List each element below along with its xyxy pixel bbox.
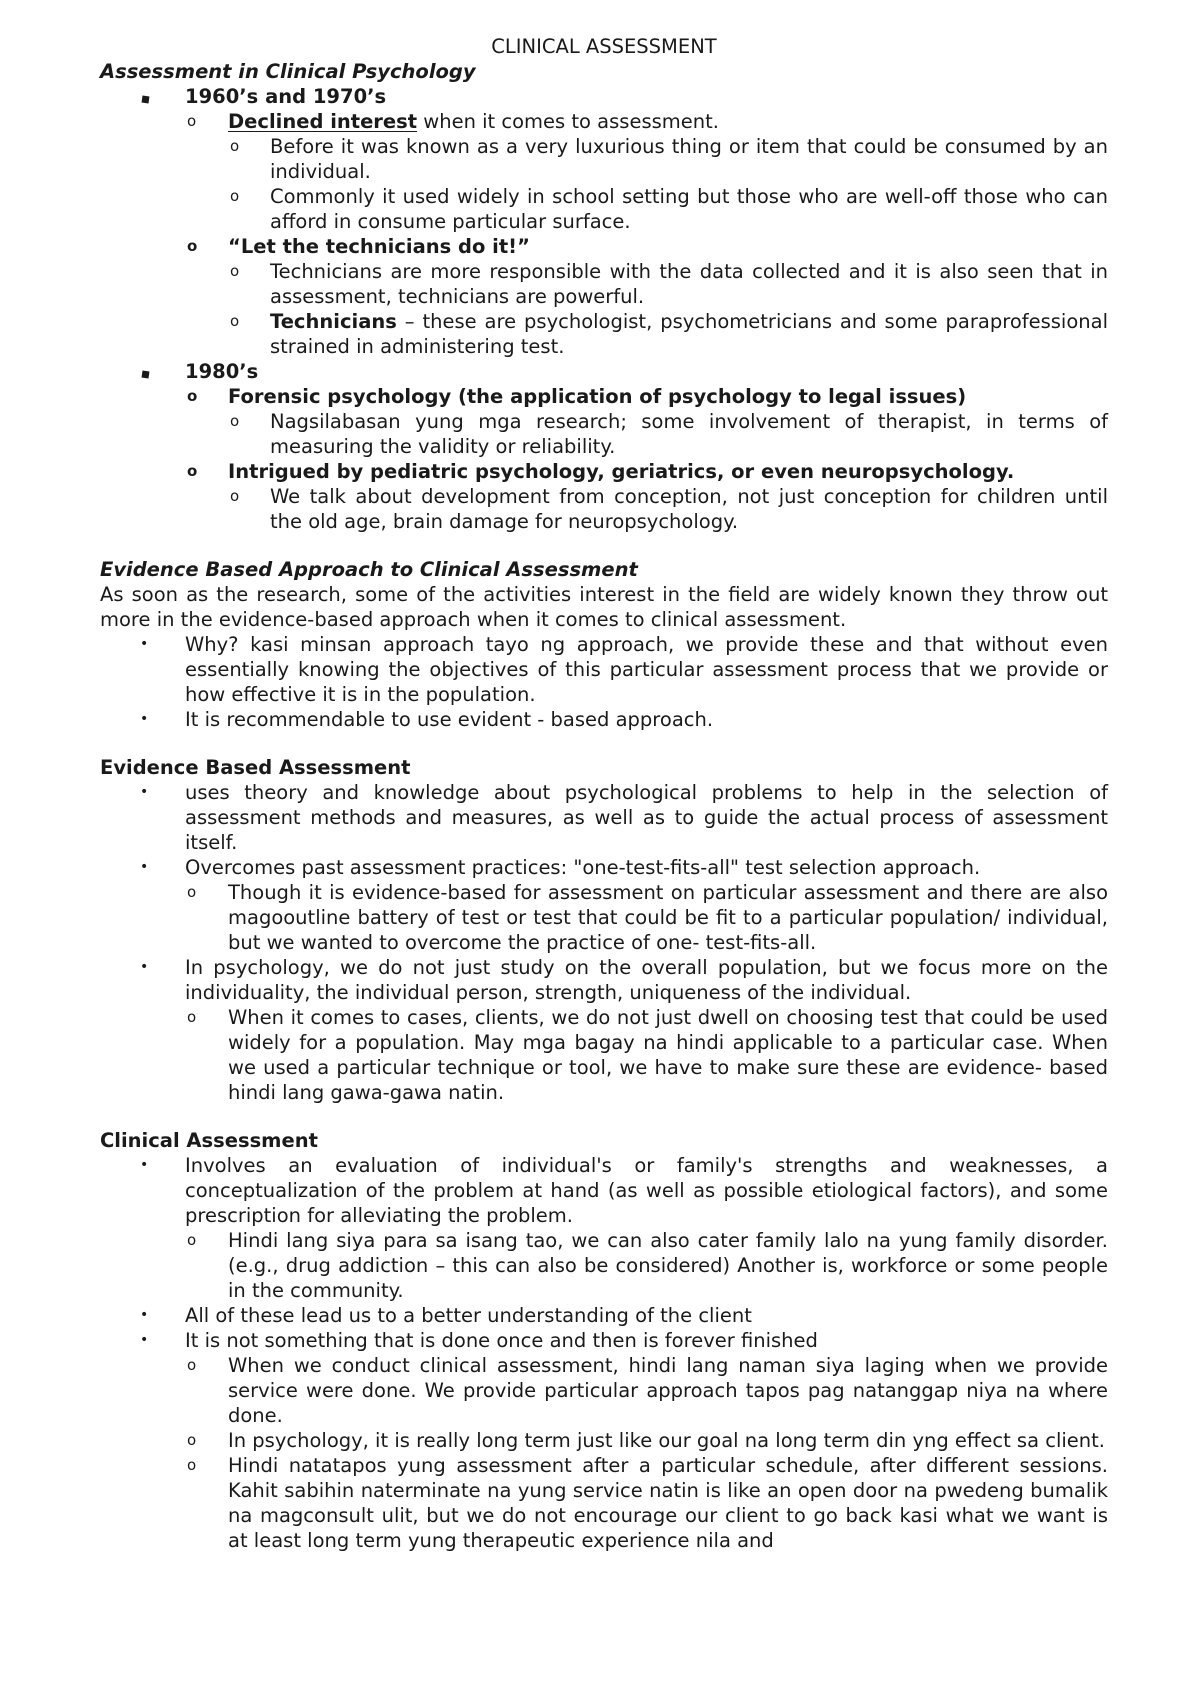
- list-item: [187, 1453, 1108, 1553]
- section-heading-evidence-based-assessment: Evidence Based Assessment: [100, 756, 411, 779]
- list-item: [140, 1153, 1108, 1303]
- list-item-text: It is recommendable to use evident - based approach.: [185, 708, 714, 731]
- list-item-1980s: [185, 359, 1108, 534]
- section-heading-clinical-assessment: Clinical Assessment: [100, 1129, 318, 1152]
- list-item: [140, 1328, 1108, 1553]
- list-item: [140, 955, 1108, 1105]
- list-item: [230, 134, 1108, 184]
- list-item-let-technicians: [187, 234, 1108, 359]
- circle-bullet-icon: o: [187, 1356, 197, 1374]
- circle-bullet-icon: o: [187, 1231, 197, 1249]
- dot-bullet-icon: •: [140, 1307, 149, 1323]
- list-item-text: Technicians are more responsible with the data collected and it is also seen that in assessment, technicians are powerful.: [270, 260, 1108, 308]
- list-item: [140, 707, 1108, 732]
- list-item-label: 1960’s and 1970’s: [185, 85, 387, 108]
- paragraph: As soon as the research, some of the activities interest in the field are widely known they throw out more in the evidence-based approach when it comes to clinical assessment.: [100, 583, 1108, 631]
- circle-bullet-icon: o: [230, 312, 240, 330]
- list-item: [230, 309, 1108, 359]
- dot-bullet-icon: •: [140, 1332, 149, 1348]
- list-item-text: – these are psychologist, psychometricians and some paraprofessional strained in administering test.: [270, 310, 1108, 358]
- list-item-label: 1980’s: [185, 360, 259, 383]
- document-title: CLINICAL ASSESSMENT: [491, 35, 717, 58]
- dot-bullet-icon: •: [140, 711, 149, 727]
- list-item-intrigued: [187, 459, 1108, 534]
- dot-bullet-icon: •: [140, 1157, 149, 1173]
- dot-bullet-icon: •: [140, 859, 149, 875]
- list-item-text: Involves an evaluation of individual's or family's strengths and weaknesses, a conceptualization of the problem at hand (as well as possible etiological factors), and some prescription for alleviating the problem.: [185, 1154, 1108, 1227]
- list-item: [140, 855, 1108, 955]
- list-item: [187, 1428, 1108, 1453]
- circle-bullet-icon: o: [187, 462, 198, 480]
- list-item-label: Intrigued by pediatric psychology, geriatrics, or even neuropsychology.: [228, 460, 1015, 483]
- section-1-list: [100, 84, 1108, 534]
- list-item: [187, 1005, 1108, 1105]
- list-item: [140, 780, 1108, 855]
- section-heading-assessment-clinical-psychology: Assessment in Clinical Psychology: [100, 60, 476, 83]
- list-item: [187, 1353, 1108, 1428]
- list-item-text: When we conduct clinical assessment, hindi lang naman siya laging when we provide service were done. We provide particular approach tapos pag natanggap niya na where done.: [228, 1354, 1108, 1427]
- emphasis-text: Technicians: [270, 310, 397, 333]
- list-item-text: Why? kasi minsan approach tayo ng approach, we provide these and that without even essentially knowing the objectives of this particular assessment process that we provide or how effective it is in the population.: [185, 633, 1108, 706]
- list-item-declined-interest: [187, 109, 1108, 234]
- list-item-label: Forensic psychology (the application of psychology to legal issues): [228, 385, 967, 408]
- circle-bullet-icon: o: [187, 1456, 197, 1474]
- list-item-forensic: [187, 384, 1108, 459]
- list-item: [187, 880, 1108, 955]
- circle-bullet-icon: o: [187, 1008, 197, 1026]
- circle-bullet-icon: o: [187, 387, 198, 405]
- circle-bullet-icon: o: [187, 112, 197, 130]
- list-item: [230, 484, 1108, 534]
- circle-bullet-icon: o: [230, 262, 240, 280]
- circle-bullet-icon: o: [187, 883, 197, 901]
- square-bullet-icon: [140, 84, 156, 109]
- list-item-label: “Let the technicians do it!”: [228, 235, 530, 258]
- list-item-text: All of these lead us to a better understanding of the client: [185, 1304, 752, 1327]
- section-2-list: [100, 632, 1108, 732]
- circle-bullet-icon: o: [187, 237, 198, 255]
- list-item-text: Before it was known as a very luxurious thing or item that could be consumed by an individual.: [270, 135, 1108, 183]
- list-item-text: In psychology, we do not just study on the overall population, but we focus more on the individuality, the individual person, strength, uniqueness of the individual.: [185, 956, 1108, 1004]
- circle-bullet-icon: o: [187, 1431, 197, 1449]
- list-item-text: Though it is evidence-based for assessment on particular assessment and there are also magooutline battery of test or test that could be fit to a particular population/ individual, but we wanted to overcome the practice of one- test-fits-all.: [228, 881, 1108, 954]
- list-item-text: uses theory and knowledge about psychological problems to help in the selection of assessment methods and measures, as well as to guide the actual process of assessment itself.: [185, 781, 1108, 854]
- list-item: [140, 1303, 1108, 1328]
- emphasis-text: Declined interest: [228, 110, 418, 133]
- square-bullet-icon: [140, 359, 156, 384]
- list-item: [230, 409, 1108, 459]
- list-item-text: It is not something that is done once and then is forever finished: [185, 1329, 818, 1352]
- section-heading-evidence-based-approach: Evidence Based Approach to Clinical Assessment: [100, 558, 638, 581]
- list-item: [187, 1228, 1108, 1303]
- list-item-text: when it comes to assessment.: [417, 110, 719, 133]
- list-item-text: Commonly it used widely in school setting but those who are well-off those who can afford in consume particular surface.: [270, 185, 1108, 233]
- circle-bullet-icon: o: [230, 187, 240, 205]
- list-item-text: Hindi lang siya para sa isang tao, we can also cater family lalo na yung family disorder. (e.g., drug addiction – this can also be considered) Another is, workforce or some people in the community.: [228, 1229, 1108, 1302]
- list-item-text: Nagsilabasan yung mga research; some involvement of therapist, in terms of measuring the validity or reliability.: [270, 410, 1108, 458]
- section-4-list: [100, 1153, 1108, 1553]
- list-item-text: We talk about development from conception, not just conception for children until the old age, brain damage for neuropsychology.: [270, 485, 1108, 533]
- dot-bullet-icon: •: [140, 959, 149, 975]
- list-item: [230, 184, 1108, 234]
- section-3-list: [100, 780, 1108, 1105]
- list-item-text: Overcomes past assessment practices: "one-test-fits-all" test selection approach.: [185, 856, 981, 879]
- list-item-text: In psychology, it is really long term just like our goal na long term din yng effect sa client.: [228, 1429, 1105, 1452]
- list-item: [140, 632, 1108, 707]
- circle-bullet-icon: o: [230, 487, 240, 505]
- list-item-text: Hindi natatapos yung assessment after a particular schedule, after different sessions. Kahit sabihin naterminate na yung service natin is like an open door na pwedeng bumalik na magconsult ulit, but we do not encourage our client to go back kasi what we want is at least long term yung therapeutic experience nila and: [228, 1454, 1108, 1552]
- list-item: [230, 259, 1108, 309]
- dot-bullet-icon: •: [140, 636, 149, 652]
- list-item-1960s-1970s: [185, 84, 1108, 359]
- list-item-text: When it comes to cases, clients, we do not just dwell on choosing test that could be used widely for a population. May mga bagay na hindi applicable to a particular case. When we used a particular technique or tool, we have to make sure these are evidence- based hindi lang gawa-gawa natin.: [228, 1006, 1108, 1104]
- circle-bullet-icon: o: [230, 412, 240, 430]
- circle-bullet-icon: o: [230, 137, 240, 155]
- dot-bullet-icon: •: [140, 784, 149, 800]
